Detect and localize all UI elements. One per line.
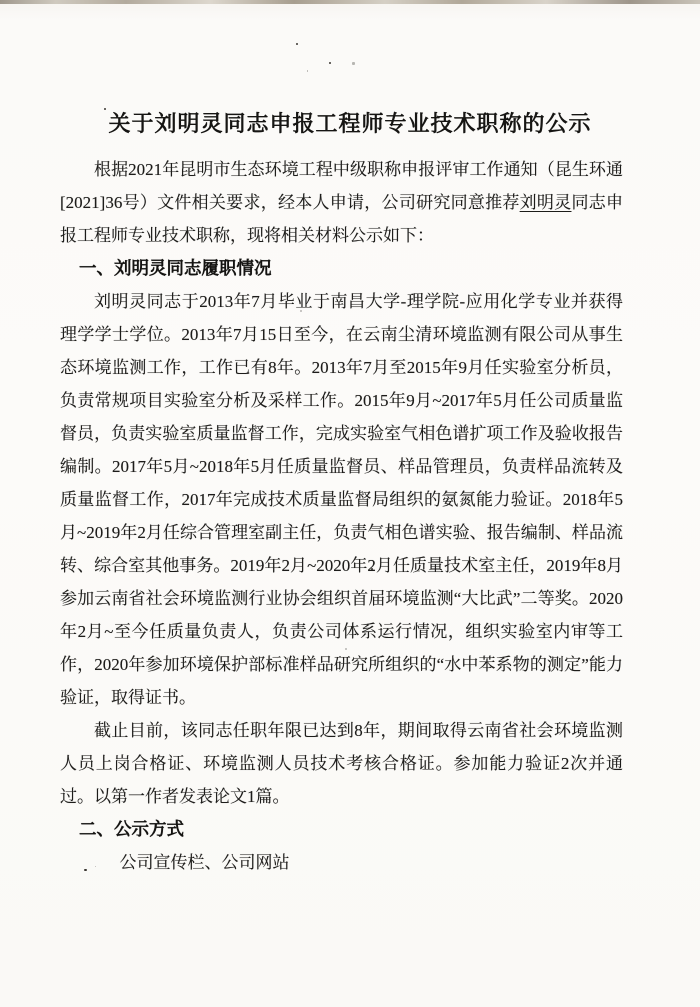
section-1-paragraph-2: 截止目前，该同志任职年限已达到8年，期间取得云南省社会环境监测人员上岗合格证、环境监测人员技术考核合格证。参加能力验证2次并通过。以第一作者发表论文1篇。 [60, 721, 623, 806]
intro-text-before: 根据2021年昆明市生态环境工程中级职称申报评审工作通知（昆生环通[2021]36号）文件相关要求，经本人申请，公司研究同意推荐 [60, 160, 623, 212]
intro-paragraph [60, 153, 623, 252]
document-body [60, 153, 623, 879]
section-1-paragraph-1: 刘明灵同志于2013年7月毕业于南昌大学-理学院-应用化学专业并获得理学学士学位。2013年7月15日至今，在云南尘清环境监测有限公司从事生态环境监测工作，工作已有8年。2013年7月至2015年9月任实验室分析员，负责常规项目实验室分析及采样工作。2015年9月~2017年5月任公司质量监督员，负责实验室质量监督工作，完成实验室气相色谱扩项工作及验收报告编制。2017年5月~2018年5月任质量监督员、样品管理员，负责样品流转及质量监督工作，2017年完成技术质量监督局组织的氨氮能力验证。2018年5月~2019年2月任综合管理室副主任，负责气相色谱实验、报告编制、样品流转、综合室其他事务。2019年2月~2020年2月任质量技术室主任，2019年8月参加云南省社会环境监测行业协会组织首届环境监测“大比武”二等奖。2020年2月~至今任质量负责人，负责公司体系运行情况，组织实验室内审等工作，2020年参加环境保护部标准样品研究所组织的“水中苯系物的测定”能力验证，取得证书。 [60, 292, 623, 707]
scan-speck [329, 62, 331, 64]
intro-text-after: 同志申报工程师专业技术职称，现将相关材料公示如下： [60, 193, 623, 245]
page-title: 关于刘明灵同志申报工程师专业技术职称的公示 [108, 110, 592, 136]
scan-speck [352, 62, 355, 65]
section-2-heading: 二、公示方式 [79, 819, 184, 839]
section-2-paragraph-1: 公司宣传栏、公司网站 [119, 853, 290, 872]
applicant-name-underlined: 刘明灵 [519, 193, 572, 212]
scan-speck [307, 70, 308, 72]
scan-edge-artifact [0, 0, 700, 4]
scan-speck [296, 43, 298, 45]
section-1-heading: 一、刘明灵同志履职情况 [79, 258, 272, 278]
